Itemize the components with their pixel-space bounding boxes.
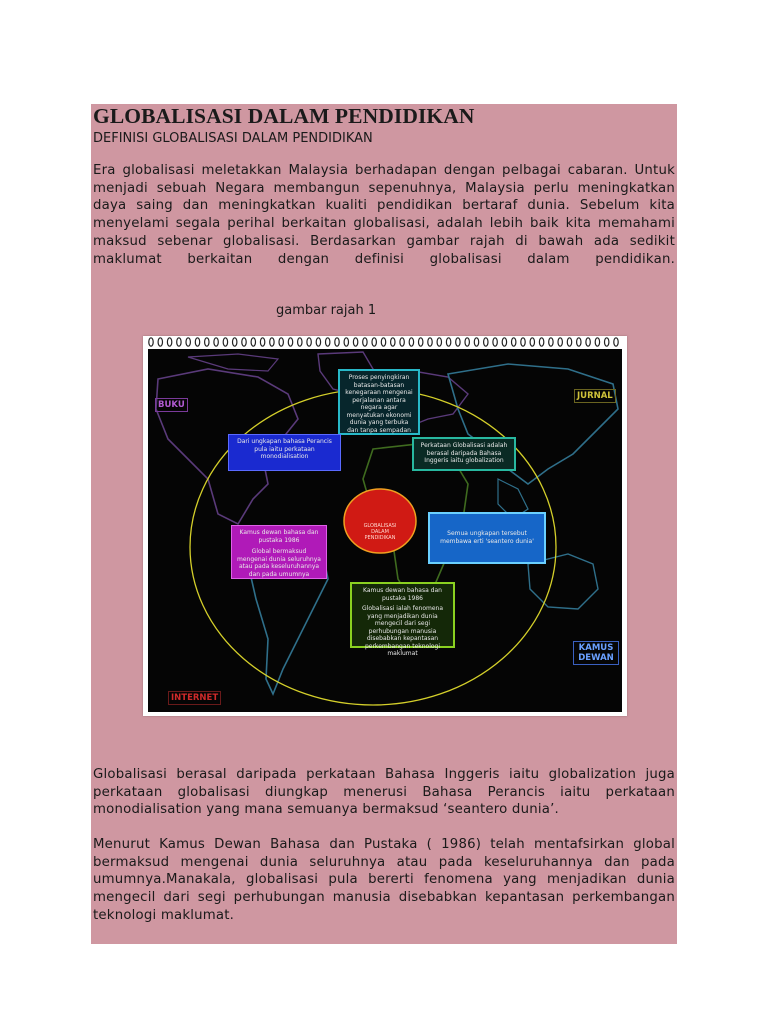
label-kamus-dewan: KAMUS DEWAN: [573, 641, 619, 665]
box-right-blue: Semua ungkapan tersebut membawa erti 'seantero dunia': [428, 512, 546, 564]
binder-ring: [233, 338, 237, 346]
binder-ring: [502, 338, 506, 346]
box-left-magenta: [231, 525, 327, 579]
center-label: GLOBALISASI DALAM PENDIDIKAN: [363, 523, 397, 541]
binder-ring: [567, 338, 571, 346]
box-bottom: [350, 582, 455, 657]
paragraph-definition: Menurut Kamus Dewan Bahasa dan Pustaka ( 1986) telah mentafsirkan global bermaksud mengenai dunia seluruhnya atau pada keseluruhannya dan pada umumnya.Manakala, globalisasi pula bererti fenomena yang menjadikan dunia mengecil dari segi perhubungan manusia disebabkan kepantasan perkembangan teknologi maklumat.: [93, 837, 675, 923]
binder-ring: [512, 338, 516, 346]
box-left-magenta-meaning: Global bermaksud mengenai dunia seluruhnya atau pada keseluruhannya dan pada umumnya: [237, 548, 321, 578]
binder-ring: [595, 338, 599, 346]
box-bottom-source: Kamus dewan bahasa dan pustaka 1986: [363, 587, 442, 602]
figure-caption: gambar rajah 1: [276, 303, 377, 318]
binder-ring: [391, 338, 395, 346]
document-page: [91, 104, 677, 944]
binder-ring: [363, 338, 367, 346]
binder-ring: [195, 338, 199, 346]
label-jurnal: JURNAL: [574, 389, 616, 403]
binder-ring: [558, 338, 562, 346]
binder-ring: [577, 338, 581, 346]
binder-ring: [205, 338, 209, 346]
page-title: GLOBALISASI DALAM PENDIDIKAN: [93, 104, 475, 128]
label-internet: INTERNET: [168, 691, 221, 705]
binder-ring: [353, 338, 357, 346]
binder-ring: [344, 338, 348, 346]
diagram-figure: [143, 336, 627, 716]
binder-ring: [605, 338, 609, 346]
binder-ring: [409, 338, 413, 346]
binder-ring: [465, 338, 469, 346]
binder-ring: [242, 338, 246, 346]
binder-ring: [381, 338, 385, 346]
binder-ring: [307, 338, 311, 346]
label-buku: BUKU: [155, 398, 188, 412]
binder-ring: [419, 338, 423, 346]
box-left-blue: Dari ungkapan bahasa Perancis pula iaitu perkataan monodialisation: [228, 434, 341, 471]
binder-ring: [158, 338, 162, 346]
box-right-green: Perkataan Globalisasi adalah berasal daripada Bahasa Inggeris iaitu globalization: [412, 437, 516, 471]
binder-ring: [167, 338, 171, 346]
page-subtitle: DEFINISI GLOBALISASI DALAM PENDIDIKAN: [93, 131, 373, 146]
binder-ring: [493, 338, 497, 346]
binder-ring: [149, 338, 153, 346]
box-left-magenta-source: Kamus dewan bahasa dan pustaka 1986: [239, 529, 319, 544]
binder-ring: [446, 338, 450, 346]
binder-ring: [177, 338, 181, 346]
binder-ring: [260, 338, 264, 346]
binder-ring: [614, 338, 618, 346]
binder-ring: [251, 338, 255, 346]
binder-ring: [530, 338, 534, 346]
binder-ring: [214, 338, 218, 346]
binder-ring: [437, 338, 441, 346]
binder-ring: [539, 338, 543, 346]
binder-ring: [298, 338, 302, 346]
binder-ring: [270, 338, 274, 346]
binder-ring: [279, 338, 283, 346]
binder-ring: [521, 338, 525, 346]
binder-ring: [316, 338, 320, 346]
box-bottom-meaning: Globalisasi ialah fenomena yang menjadikan dunia mengecil dari segi perhubungan manusia disebabkan kepantasan perkembangan teknologi maklumat: [362, 605, 443, 657]
binder-ring: [288, 338, 292, 346]
binder-ring: [335, 338, 339, 346]
binder-ring: [474, 338, 478, 346]
box-top-definition: Proses penyingkiran batasan-batasan kenegaraan mengenai perjalanan antara negara agar menyatukan ekonomi dunia yang terbuka dan tanpa sempadan: [338, 369, 420, 435]
binder-ring: [400, 338, 404, 346]
binder-ring: [549, 338, 553, 346]
binder-ring: [456, 338, 460, 346]
diagram-board: [148, 349, 622, 712]
binder-ring: [586, 338, 590, 346]
binder-ring: [223, 338, 227, 346]
binder-ring: [428, 338, 432, 346]
paragraph-origin: Globalisasi berasal daripada perkataan Bahasa Inggeris iaitu globalization juga perkataan globalisasi diungkap menerusi Bahasa Perancis iaitu perkataan monodialisation yang mana semuanya bermaksud ‘seantero dunia’.: [93, 767, 675, 818]
binder-ring: [326, 338, 330, 346]
binder-rings: [143, 336, 627, 348]
binder-ring: [186, 338, 190, 346]
intro-paragraph: Era globalisasi meletakkan Malaysia berhadapan dengan pelbagai cabaran. Untuk menjadi sebuah Negara membangun sepenuhnya, Malaysia perlu meningkatkan daya saing dan meningkatkan kualiti pendidikan bertaraf dunia. Sebelum kita menyelami segala perihal berkaitan globalisasi, adalah lebih baik kita memahami maksud sebenar globalisasi. Berdasarkan gambar rajah di bawah ada sedikit maklumat berkaitan dengan definisi globalisasi dalam pendidikan.: [93, 163, 675, 267]
binder-ring: [372, 338, 376, 346]
binder-ring: [484, 338, 488, 346]
